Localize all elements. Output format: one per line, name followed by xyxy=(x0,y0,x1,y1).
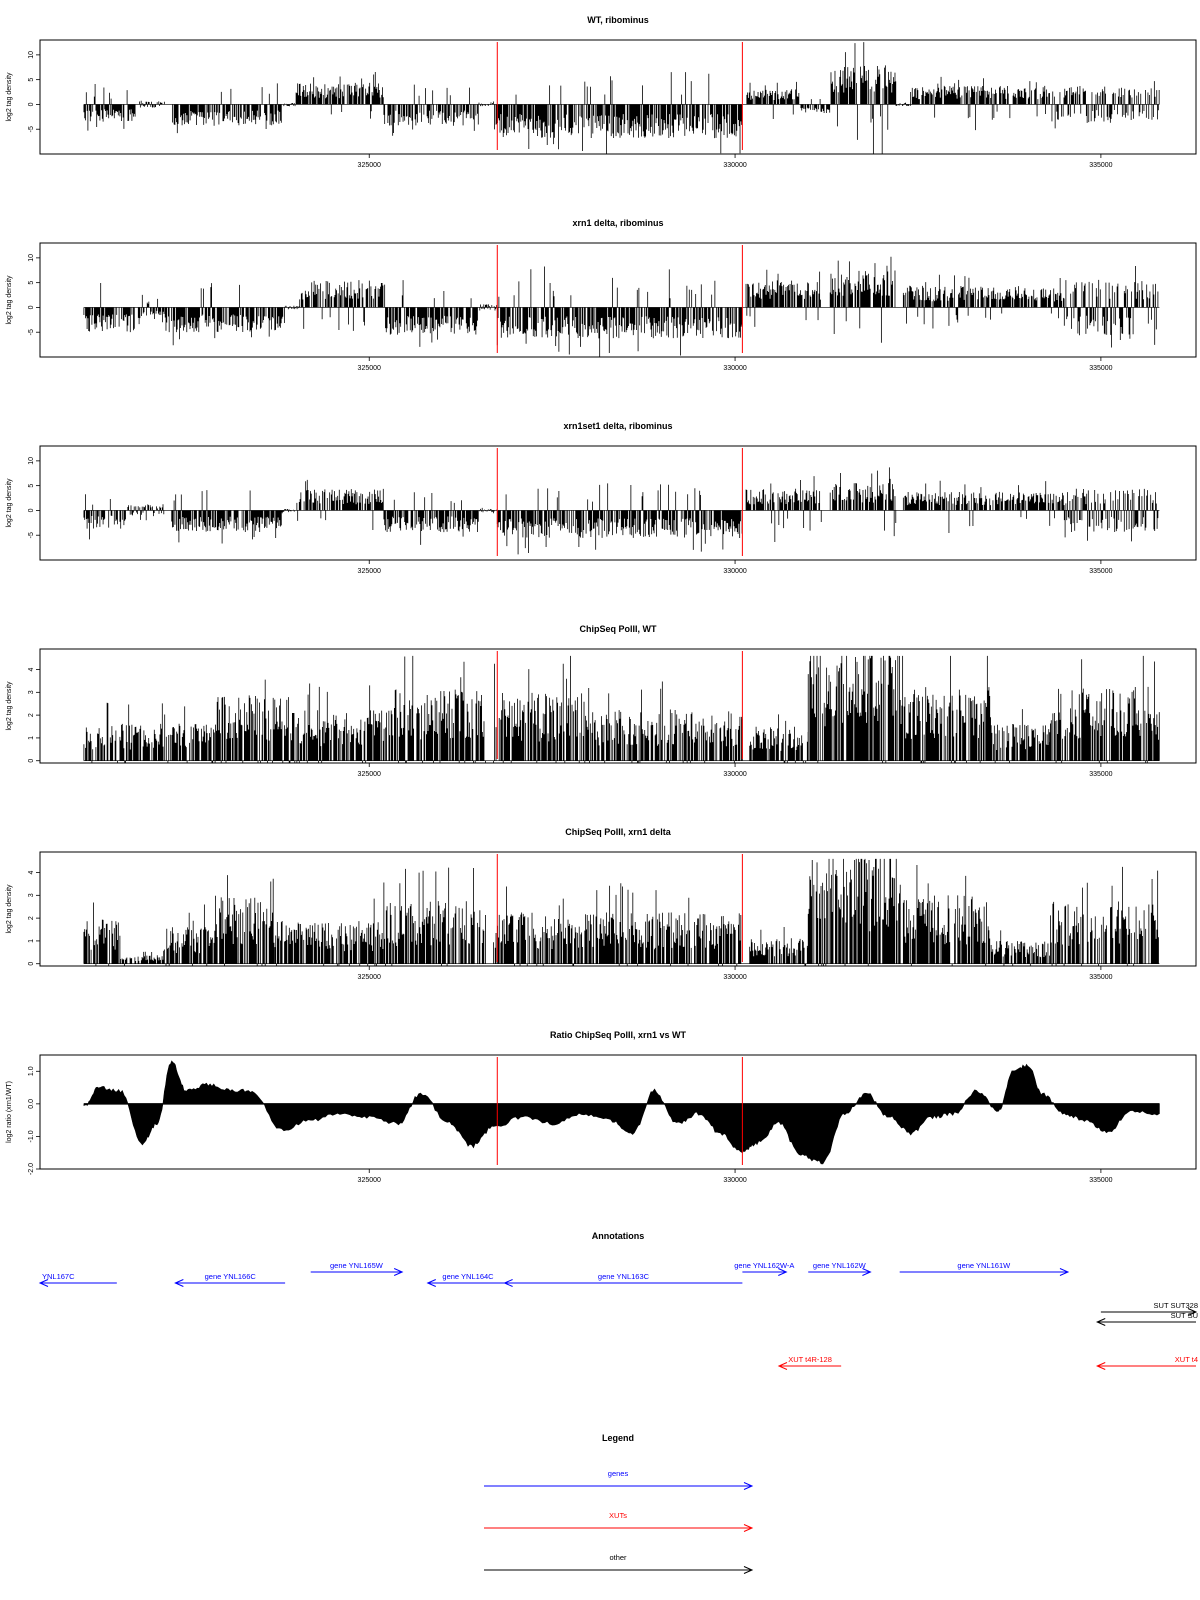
annotation-label: SUT SUT328 xyxy=(1153,1301,1198,1310)
y-axis-label: log2 tag density xyxy=(6,681,13,731)
legend-entry-label: XUTs xyxy=(609,1511,627,1520)
x-tick-label: 325000 xyxy=(357,568,381,575)
annotation-label: SUT SU xyxy=(1170,1311,1198,1320)
panel-title: ChipSeq PolII, xrn1 delta xyxy=(565,827,671,837)
y-tick-label: 4 xyxy=(28,870,35,875)
annotation-label: gene YNL161W xyxy=(957,1261,1011,1270)
y-axis-label: log2 tag density xyxy=(6,275,13,325)
annotations-title: Annotations xyxy=(591,1231,645,1241)
x-tick-label: 335000 xyxy=(1089,162,1113,169)
y-tick-label: 1 xyxy=(28,938,35,943)
legend-entry-label: other xyxy=(609,1553,627,1562)
panel-title: xrn1 delta, ribominus xyxy=(572,218,664,228)
y-tick-label: 0 xyxy=(28,305,35,310)
y-tick-label: 0 xyxy=(28,508,35,513)
y-tick-label: -5 xyxy=(28,126,35,133)
panel-title: Ratio ChipSeq PolII, xrn1 vs WT xyxy=(549,1030,687,1040)
annotation-label: gene YNL162W xyxy=(812,1261,866,1270)
annotation-label: YNL167C xyxy=(42,1272,75,1281)
annotation-label: gene YNL165W xyxy=(330,1261,383,1270)
y-tick-label: 2 xyxy=(28,713,35,718)
y-tick-label: 4 xyxy=(28,667,35,672)
y-tick-label: 3 xyxy=(28,893,35,898)
x-tick-label: 330000 xyxy=(723,162,747,169)
legend-title: Legend xyxy=(601,1433,635,1443)
x-tick-label: 330000 xyxy=(723,771,747,778)
y-tick-label: -5 xyxy=(28,532,35,539)
x-tick-label: 325000 xyxy=(357,1177,381,1184)
y-tick-label: 10 xyxy=(28,456,35,465)
y-tick-label: 10 xyxy=(28,253,35,262)
x-tick-label: 335000 xyxy=(1089,974,1113,981)
y-tick-label: 0 xyxy=(28,961,35,966)
y-tick-label: 0.0 xyxy=(28,1098,35,1109)
panel-title: xrn1set1 delta, ribominus xyxy=(563,421,673,431)
y-axis-label: log2 ratio (xrn1/WT) xyxy=(6,1081,13,1143)
x-tick-label: 325000 xyxy=(357,365,381,372)
x-tick-label: 325000 xyxy=(357,974,381,981)
annotation-label: gene YNL166C xyxy=(204,1272,256,1281)
y-axis-label: log2 tag density xyxy=(6,72,13,122)
y-tick-label: 5 xyxy=(28,483,35,488)
annotation-label: gene YNL162W-A xyxy=(734,1261,795,1270)
x-tick-label: 325000 xyxy=(357,162,381,169)
y-tick-label: -5 xyxy=(28,329,35,336)
y-tick-label: 1.0 xyxy=(28,1066,35,1077)
x-tick-label: 325000 xyxy=(357,771,381,778)
annotation-label: gene YNL164C xyxy=(442,1272,494,1281)
y-tick-label: -2.0 xyxy=(28,1162,35,1176)
y-tick-label: 0 xyxy=(28,102,35,107)
y-tick-label: 5 xyxy=(28,77,35,82)
x-tick-label: 335000 xyxy=(1089,365,1113,372)
annotation-label: gene YNL163C xyxy=(597,1272,650,1281)
legend-entry-label: genes xyxy=(607,1469,629,1478)
y-tick-label: 0 xyxy=(28,758,35,763)
y-tick-label: 3 xyxy=(28,690,35,695)
y-tick-label: -1.0 xyxy=(28,1130,35,1143)
annotation-label: XUT t4R-128 xyxy=(788,1355,832,1364)
x-tick-label: 330000 xyxy=(723,1177,747,1184)
annotation-label: XUT t4 xyxy=(1174,1355,1198,1364)
y-tick-label: 2 xyxy=(28,916,35,921)
x-tick-label: 335000 xyxy=(1089,771,1113,778)
y-tick-label: 10 xyxy=(28,50,35,59)
panel-title: ChipSeq PolII, WT xyxy=(579,624,657,634)
x-tick-label: 335000 xyxy=(1089,568,1113,575)
x-tick-label: 330000 xyxy=(723,568,747,575)
panel-title: WT, ribominus xyxy=(587,15,649,25)
y-tick-label: 1 xyxy=(28,735,35,740)
x-tick-label: 335000 xyxy=(1089,1177,1113,1184)
x-tick-label: 330000 xyxy=(723,974,747,981)
y-axis-label: log2 tag density xyxy=(6,478,13,528)
y-axis-label: log2 tag density xyxy=(6,884,13,934)
y-tick-label: 5 xyxy=(28,280,35,285)
x-tick-label: 330000 xyxy=(723,365,747,372)
